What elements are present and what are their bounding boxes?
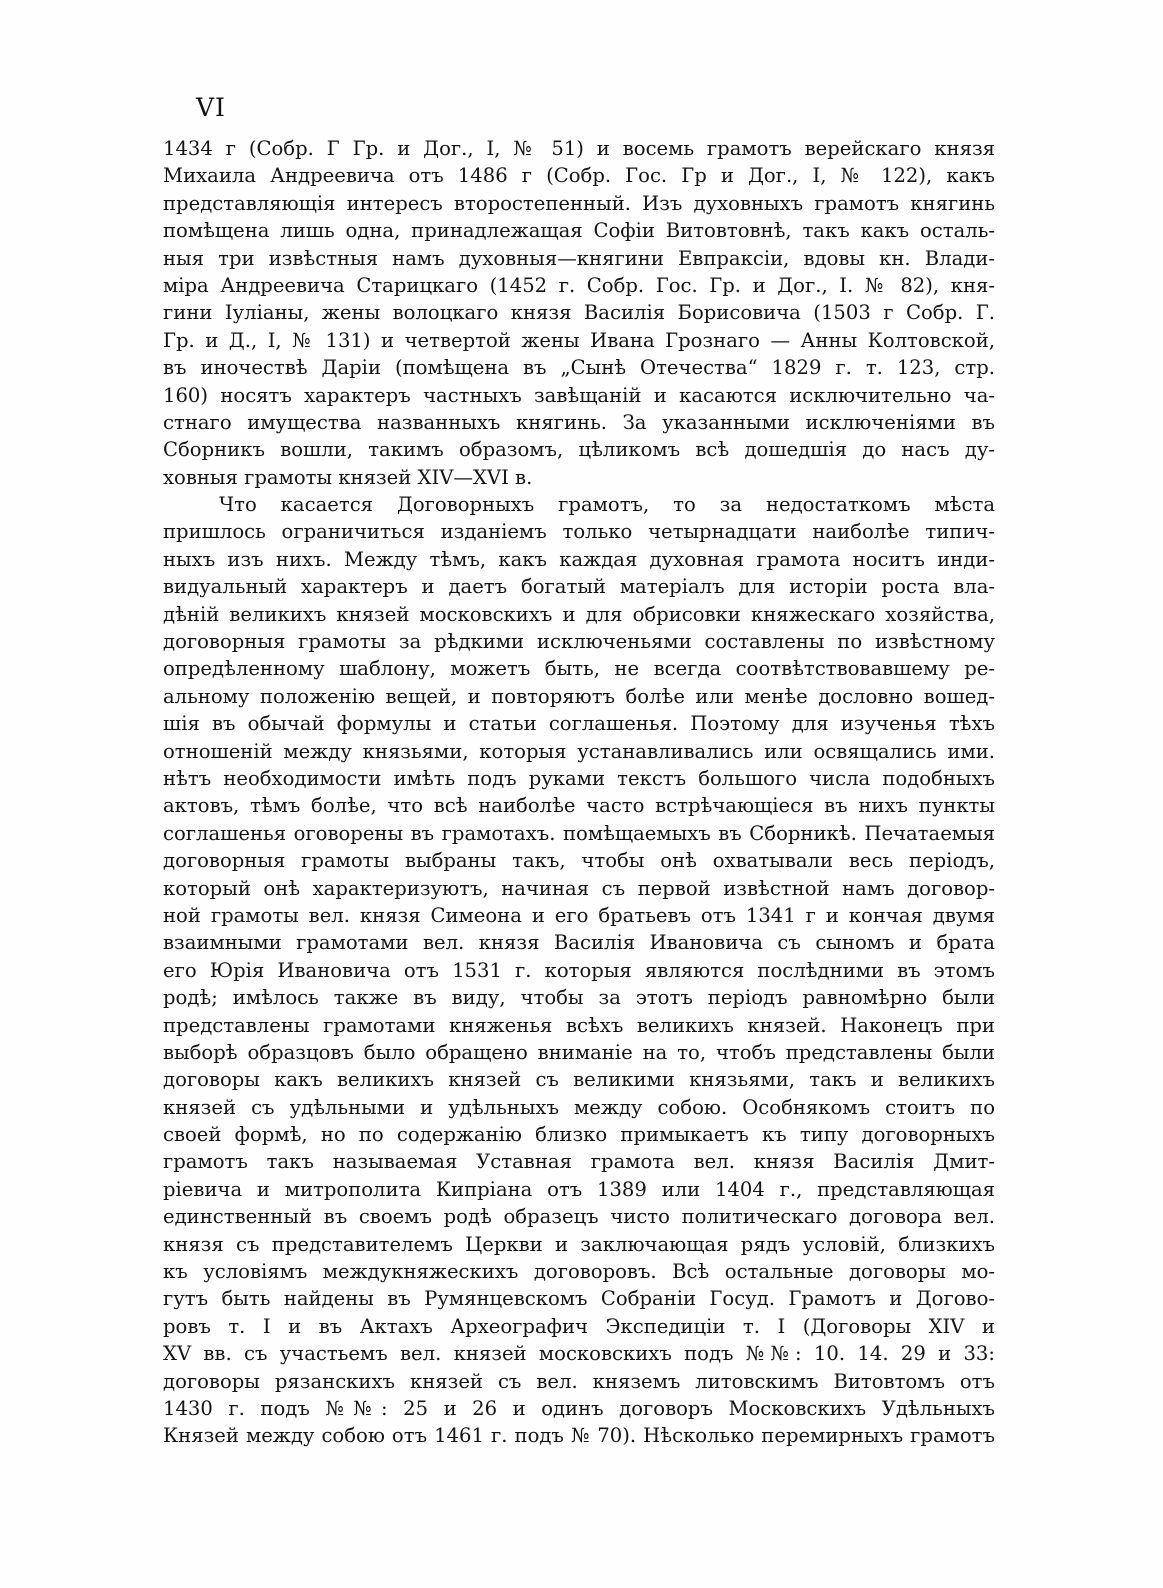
text-line: 1430 г. подъ №№: 25 и 26 и одинъ договоръ Московскихъ Удѣльныхъ [163,1396,995,1420]
text-line: взаимными грамотами вел. князя Василія Ивановича съ сыномъ и брата [163,931,995,955]
text-line: видуальный характеръ и даетъ богатый матеріалъ для исторіи роста вла- [163,575,995,599]
text-line: помѣщена лишь одна, принадлежащая Софіи Витовтовнѣ, такъ какъ осталь- [163,219,995,243]
text-line: XV вв. съ участьемъ вел. князей московскихъ подъ №№: 10. 14. 29 и 33: [163,1342,995,1366]
text-line: опредѣленному шаблону, можетъ быть, не всегда соотвѣтствовавшему ре- [163,657,995,681]
text-line: дѣній великихъ князей московскихъ и для обрисовки княжескаго хозяйства, [163,602,995,626]
text-line: ной грамоты вел. князя Симеона и его братьевъ отъ 1341 г и кончая двумя [163,903,995,927]
text-line: ровъ т. I и въ Актахъ Археографич Экспедиціи т. I (Договоры XIV и [163,1314,995,1338]
paragraph-2 [163,491,995,1450]
text-line: своей формѣ, но по содержанію близко примыкаетъ къ типу договорныхъ [163,1123,995,1147]
text-line: ховныя грамоты князей XIV—XVI в. [163,465,533,489]
text-line: альному положенію вещей, и повторяютъ болѣе или менѣе дословно вошед- [163,684,995,708]
text-line: Гр. и Д., I, № 131) и четвертой жены Ивана Грознаго — Анны Колтовской, [163,328,995,352]
text-line: родѣ; имѣлось также въ виду, чтобы за этотъ періодъ равномѣрно были [163,986,995,1010]
text-line: нѣтъ необходимости имѣть подъ руками текстъ большого числа подобныхъ [163,766,995,790]
text-line: пришлось ограничиться изданіемъ только четырнадцати наиболѣе типич- [163,520,995,544]
text-line: его Юрія Ивановича отъ 1531 г. которыя являются послѣдними въ этомъ [163,958,995,982]
text-line: Михаила Андреевича отъ 1486 г (Собр. Гос. Гр и Дог., I, № 122), какъ [163,164,995,188]
text-line: ныя три извѣстныя намъ духовныя—княгини Евпраксіи, вдовы кн. Влади- [163,246,995,270]
text-line: гини Іуліаны, жены волоцкаго князя Василія Борисовича (1503 г Собр. Г. [163,301,995,325]
text-line: стнаго имущества названныхъ княгинь. За указанными исключеніями въ [163,410,995,434]
text-line: гутъ быть найдены въ Румянцевскомъ Собраніи Госуд. Грамотъ и Догово- [163,1287,995,1311]
text-line: князя съ представителемъ Церкви и заключающая рядъ условій, близкихъ [163,1232,995,1256]
text-line: представлены грамотами княженья всѣхъ великихъ князей. Наконецъ при [163,1013,995,1037]
text-line: міра Андреевича Старицкаго (1452 г. Собр. Гос. Гр. и Дог., I. № 82), кня- [163,273,995,297]
text-line: выборѣ образцовъ было обращено вниманіе на то, чтобъ представлены были [163,1040,995,1064]
page-number: VI [196,93,226,122]
text-line: Сборникъ вошли, такимъ образомъ, цѣликомъ всѣ дошедшія до насъ ду- [163,438,995,462]
text-line: отношеній между князьями, которыя устанавливались или освящались ими. [163,739,995,763]
text-line: ріевича и митрополита Кипріана отъ 1389 или 1404 г., представляющая [163,1177,995,1201]
text-line: договоры рязанскихъ князей съ вел. княземъ литовскимъ Витовтомъ отъ [163,1369,995,1393]
text-line: Князей между собою отъ 1461 г. подъ № 70). Нѣсколько перемирныхъ грамотъ [163,1424,995,1448]
text-line: къ условіямъ междукняжескихъ договоровъ. Всѣ остальные договоры мо- [163,1260,995,1284]
text-line: ныхъ изъ нихъ. Между тѣмъ, какъ каждая духовная грамота носитъ инди- [163,547,995,571]
text-line: въ иночествѣ Даріи (помѣщена въ „Сынѣ Отечества“ 1829 г. т. 123, стр. [163,356,995,380]
text-line: соглашенья оговорены въ грамотахъ. помѣщаемыхъ въ Сборникѣ. Печатаемыя [163,821,995,845]
text-line: шія въ обычай формулы и статьи соглашенья. Поэтому для изученья тѣхъ [163,712,995,736]
text-line: договоры какъ великихъ князей съ великими князьями, такъ и великихъ [163,1068,995,1092]
text-line: представляющія интересъ второстепенный. Изъ духовныхъ грамотъ княгинь [163,191,995,215]
text-line: который онѣ характеризуютъ, начиная съ первой извѣстной намъ договор- [163,876,995,900]
text-line: 160) носятъ характеръ частныхъ завѣщаній и касаются исключительно ча- [163,383,995,407]
text-line: Что касается Договорныхъ грамотъ, то за недостаткомъ мѣста [219,493,995,517]
paragraph-1 [163,135,995,491]
text-line: актовъ, тѣмъ болѣе, что всѣ наиболѣе часто встрѣчающіеся въ нихъ пункты [163,794,995,818]
body-text [163,135,995,1450]
text-line: договорныя грамоты выбраны такъ, чтобы онѣ охватывали весь періодъ, [163,849,995,873]
text-line: 1434 г (Собр. Г Гр. и Дог., I, № 51) и восемь грамотъ верейскаго князя [163,137,995,160]
text-line: договорныя грамоты за рѣдкими исключеньями составлены по извѣстному [163,630,995,654]
text-line: единственный въ своемъ родѣ образецъ чисто политическаго договора вел. [163,1205,995,1229]
text-line: князей съ удѣльными и удѣльныхъ между собою. Особнякомъ стоитъ по [163,1095,995,1119]
text-line: грамотъ такъ называемая Уставная грамота вел. князя Василія Дмит- [163,1150,995,1174]
